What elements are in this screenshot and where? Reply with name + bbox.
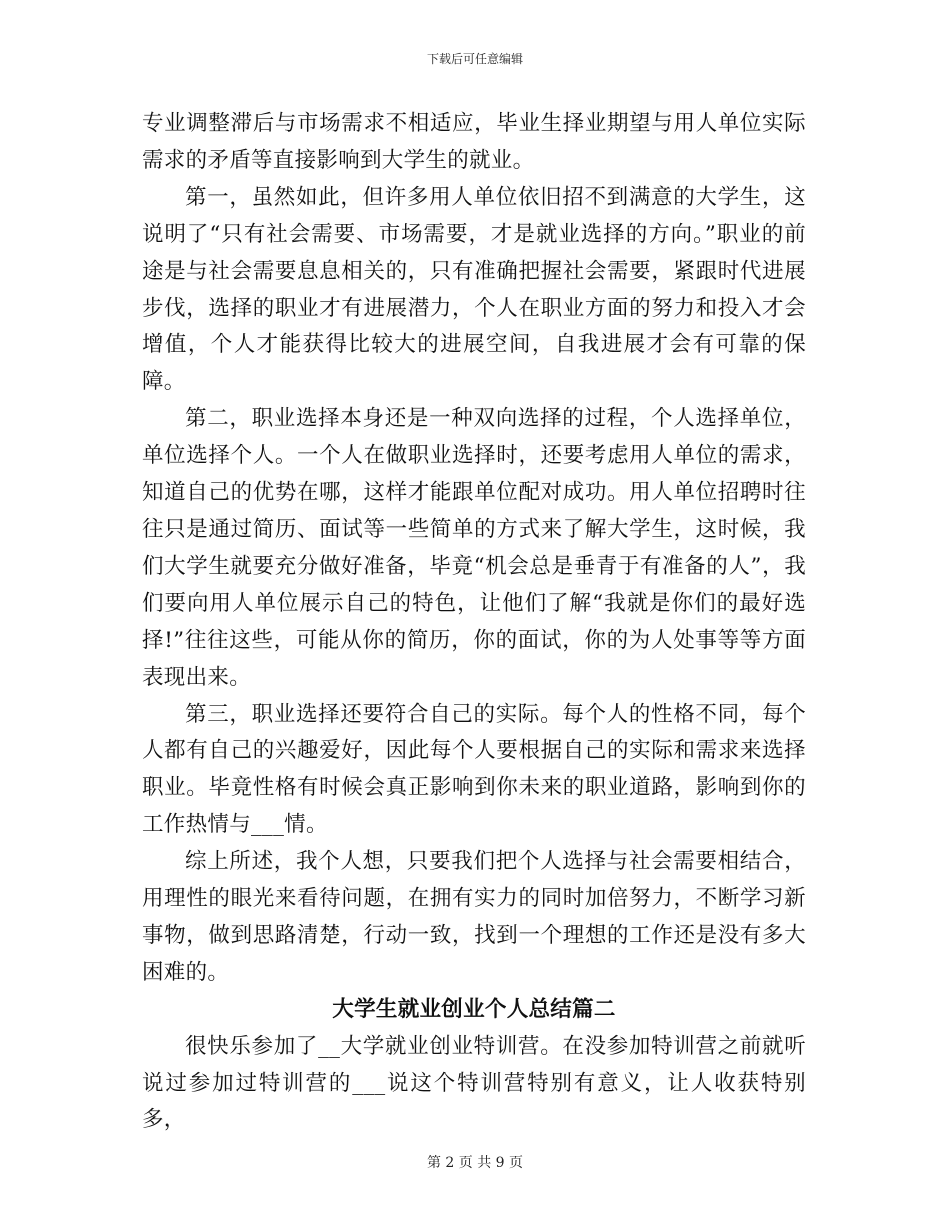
paragraph-continuation: 专业调整滞后与市场需求不相适应，毕业生择业期望与用人单位实际需求的矛盾等直接影响到大学生的就业。 (142, 111, 806, 173)
paragraph-second-point: 第二，职业选择本身还是一种双向选择的过程，个人选择单位，单位选择个人。一个人在做职业选择时，还要考虑用人单位的需求，知道自己的优势在哪，这样才能跟单位配对成功。用人单位招聘时往往只是通过简历、面试等一些简单的方式来了解大学生，这时候，我们大学生就要充分做好准备，毕竟“机会总是垂青于有准备的人”，我们要向用人单位展示自己的特色，让他们了解“我就是你们的最好选择!”往往这些，可能从你的简历，你的面试，你的为人处事等等方面表现出来。 (142, 406, 806, 690)
paragraph-section-two-intro: 很快乐参加了__大学就业创业特训营。在没参加特训营之前就听说过参加过特训营的___说这个特训营特别有意义，让人收获特别多， (142, 1033, 806, 1133)
page-header: 下载后可任意编辑 (426, 52, 523, 66)
page-footer: 第 2 页 共 9 页 (426, 1155, 524, 1171)
section-heading: 大学生就业创业个人总结篇二 (332, 996, 616, 1022)
paragraph-conclusion: 综上所述，我个人想，只要我们把个人选择与社会需要相结合，用理性的眼光来看待问题，在拥有实力的同时加倍努力，不断学习新事物，做到思路清楚，行动一致，找到一个理想的工作还是没有多大困难的。 (142, 849, 806, 985)
paragraph-first-point: 第一，虽然如此，但许多用人单位依旧招不到满意的大学生，这说明了“只有社会需要、市场需要，才是就业选择的方向。”职业的前途是与社会需要息息相关的，只有准确把握社会需要，紧跟时代进展步伐，选择的职业才有进展潜力，个人在职业方面的努力和投入才会增值，个人才能获得比较大的进展空间，自我进展才会有可靠的保障。 (142, 184, 806, 395)
document-body (142, 106, 806, 1139)
paragraph-third-point: 第三，职业选择还要符合自己的实际。每个人的性格不同，每个人都有自己的兴趣爱好，因此每个人要根据自己的实际和需求来选择职业。毕竟性格有时候会真正影响到你未来的职业道路，影响到你的工作热情与___情。 (142, 701, 806, 838)
